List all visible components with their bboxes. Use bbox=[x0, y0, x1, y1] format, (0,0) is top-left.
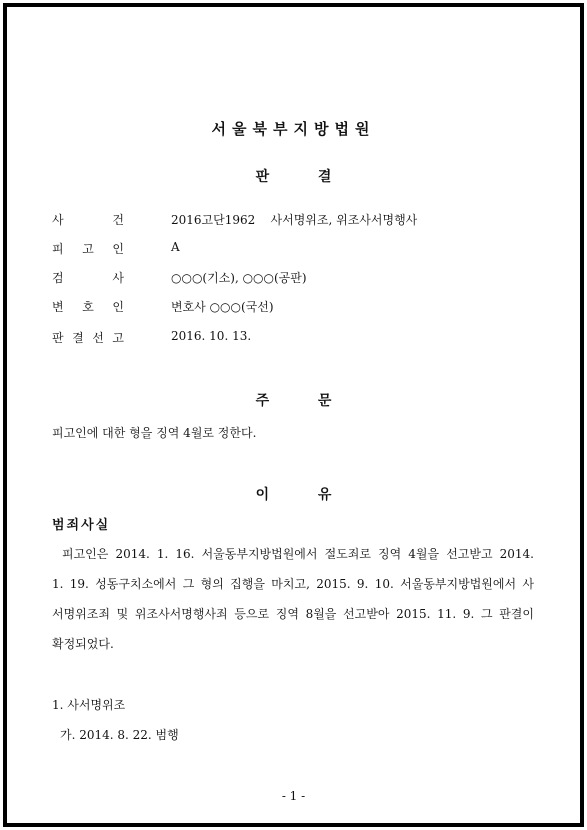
page-number: - 1 - bbox=[281, 789, 306, 803]
case-info-label: 판 결 선 고 bbox=[52, 331, 124, 345]
section-title: 1. 사서명위조 bbox=[52, 698, 126, 712]
case-info-value: 2016고단1962 사서명위조, 위조사서명행사 bbox=[171, 213, 418, 227]
crime-facts-line: 서명위조죄 및 위조사서명행사죄 등으로 징역 8월을 선고받아 2015. 11. 9. 그 판결이 bbox=[52, 607, 534, 621]
crime-facts-heading: 범죄사실 bbox=[52, 518, 111, 533]
case-info-label: 사 건 bbox=[52, 213, 124, 227]
document-title: 판 결 bbox=[255, 169, 332, 185]
case-info-label: 피 고 인 bbox=[52, 242, 124, 256]
order-text: 피고인에 대한 형을 징역 4월로 정한다. bbox=[52, 426, 257, 440]
order-heading: 주 문 bbox=[255, 393, 332, 409]
reasons-heading: 이 유 bbox=[255, 487, 332, 503]
crime-facts-line: 피고인은 2014. 1. 16. 서울동부지방법원에서 절도죄로 징역 4월을 선고받고 2014. bbox=[62, 547, 534, 561]
case-info-value: 변호사 ○○○(국선) bbox=[171, 300, 274, 314]
section-item: 가. 2014. 8. 22. 범행 bbox=[60, 728, 179, 742]
court-name: 서울북부지방법원 bbox=[211, 120, 376, 138]
case-info-label: 검 사 bbox=[52, 271, 124, 285]
case-info-label: 변 호 인 bbox=[52, 300, 124, 314]
case-info-value: ○○○(기소), ○○○(공판) bbox=[171, 271, 307, 285]
case-info-value: A bbox=[171, 240, 180, 254]
crime-facts-line: 확정되었다. bbox=[52, 637, 114, 651]
case-info-value: 2016. 10. 13. bbox=[171, 329, 252, 343]
crime-facts-line: 1. 19. 성동구치소에서 그 형의 집행을 마치고, 2015. 9. 10. 서울동부지방법원에서 사 bbox=[52, 577, 534, 591]
